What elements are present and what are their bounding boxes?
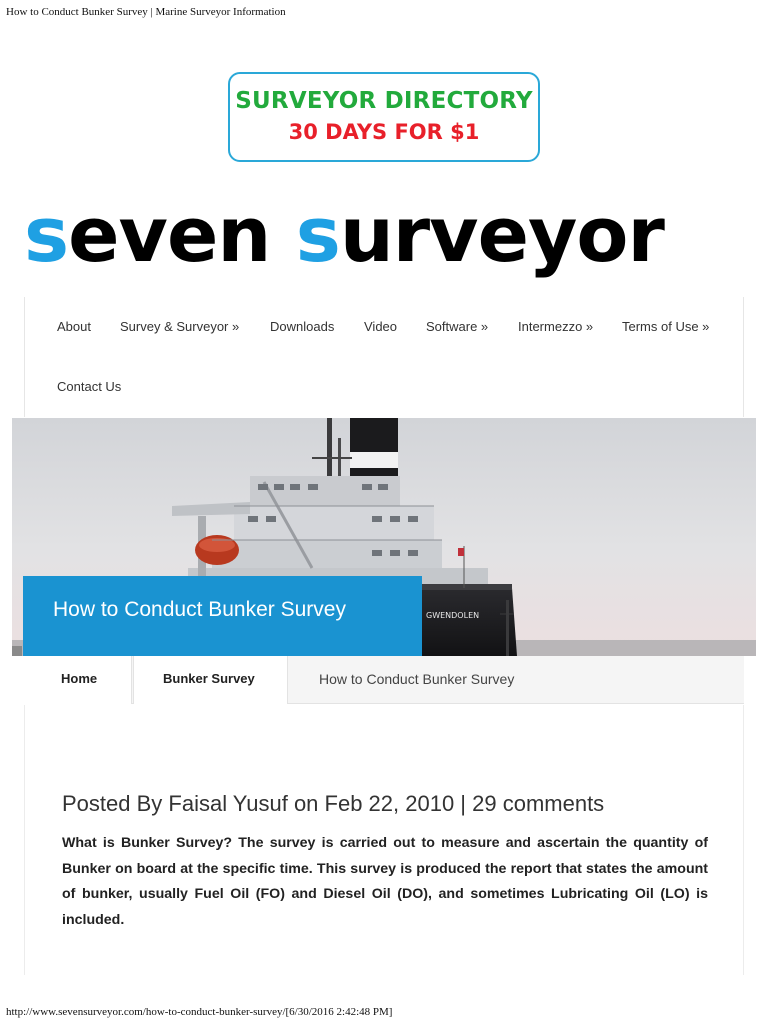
- hero-banner: [12, 418, 756, 656]
- logo-word-2: urveyor: [339, 190, 664, 279]
- breadcrumb: [24, 656, 744, 704]
- print-header: How to Conduct Bunker Survey | Marine Surveyor Information: [6, 6, 286, 18]
- site-logo[interactable]: [24, 190, 742, 290]
- post-body: What is Bunker Survey? The survey is carried out to measure and ascertain the quantity of Bunker on board at the specific time. This survey is produced the report that states the amount of bunker, usually Fuel Oil (FO) and Diesel Oil (DO), and sometimes Lubricating Oil (LO) is included.: [62, 835, 708, 928]
- breadcrumb-category-label: Bunker Survey: [163, 671, 255, 686]
- nav-video[interactable]: Video: [364, 319, 398, 334]
- post-content: [24, 705, 744, 975]
- nav-terms-of-use[interactable]: Terms of Use »: [622, 319, 710, 334]
- ship-name-label: GWENDOLEN: [426, 611, 480, 620]
- hero-title: How to Conduct Bunker Survey: [53, 598, 346, 621]
- post-meta: Posted By Faisal Yusuf on Feb 22, 2010 | 29 comments: [62, 791, 605, 816]
- surveyor-directory-ad[interactable]: [228, 72, 540, 162]
- print-footer: http://www.sevensurveyor.com/how-to-conduct-bunker-survey/[6/30/2016 2:42:48 PM]: [6, 1006, 393, 1018]
- breadcrumb-current: How to Conduct Bunker Survey: [319, 671, 515, 687]
- nav-survey-surveyor[interactable]: Survey & Surveyor »: [120, 319, 240, 334]
- hero-title-box: [23, 576, 422, 656]
- breadcrumb-home-label: Home: [61, 671, 98, 686]
- ad-price: 30 DAYS FOR $1: [288, 120, 480, 144]
- breadcrumb-home[interactable]: [24, 656, 132, 704]
- logo-word-1: even: [68, 190, 271, 279]
- nav-downloads[interactable]: Downloads: [270, 319, 335, 334]
- logo-cap-2: s: [295, 190, 340, 279]
- ad-headline: SURVEYOR DIRECTORY: [235, 88, 533, 114]
- nav-intermezzo[interactable]: Intermezzo »: [518, 319, 594, 334]
- nav-contact-us[interactable]: Contact Us: [57, 379, 122, 394]
- breadcrumb-bunker-survey[interactable]: [133, 656, 288, 704]
- nav-about[interactable]: About: [57, 319, 91, 334]
- nav-software[interactable]: Software »: [426, 319, 489, 334]
- main-navigation: [24, 297, 744, 417]
- logo-cap-1: s: [24, 190, 69, 279]
